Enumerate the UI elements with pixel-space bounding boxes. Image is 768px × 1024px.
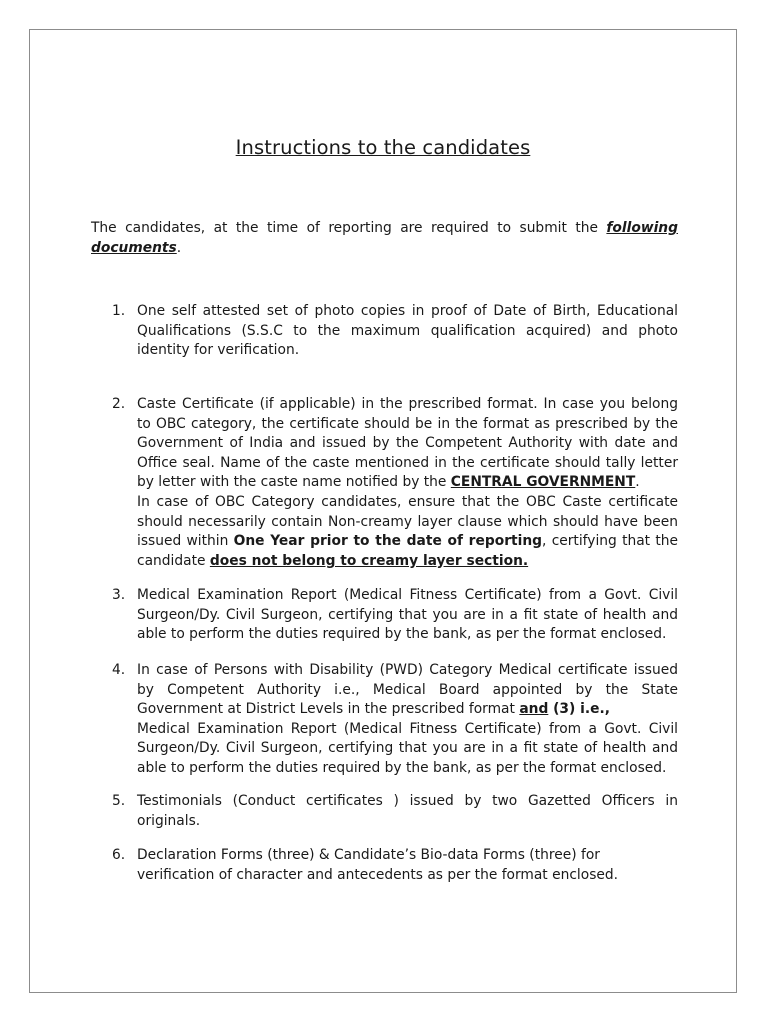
page-title: Instructions to the candidates: [235, 136, 531, 159]
item-number: 2.: [112, 396, 126, 412]
item-number: 3.: [112, 587, 126, 603]
central-government-text: CENTRAL GOVERNMENT: [450, 474, 636, 491]
item-paragraph-1: [137, 661, 678, 720]
list-item-5: [112, 792, 678, 831]
item-text: Testimonials (Conduct certificates ) issued by two Gazetted Officers in originals.: [137, 793, 678, 829]
item-body: [137, 846, 678, 885]
one-year-text: One Year prior to the date of reporting: [233, 533, 543, 550]
item-number: 5.: [112, 793, 126, 809]
item-number: 1.: [112, 303, 126, 319]
item-text: Medical Examination Report (Medical Fitness Certificate) from a Govt. Civil Surgeon/Dy. Civil Surgeon, certifying that you are in a fit state of health and able to perform the duties required by the bank, as per the format enclosed.: [137, 587, 678, 643]
item-body: [137, 661, 678, 779]
intro-paragraph: [91, 218, 678, 258]
item-body: [137, 395, 678, 571]
intro-text: The candidates, at the time of reporting are required to submit the: [91, 220, 607, 236]
ie-text: (3) i.e.,: [548, 701, 610, 718]
intro-emphasis: following documents: [91, 220, 678, 256]
list-item-2: [112, 395, 678, 571]
item-text: Caste Certificate (if applicable) in the prescribed format. In case you belong to OBC category, the certificate should be in the format as prescribed by the Government of India and issued by the Competent Authority with date and Office seal. Name of the caste mentioned in the certificate should tally letter by letter with the caste name notified by the: [137, 396, 678, 491]
list-item-4: [112, 661, 678, 779]
item-number: 6.: [112, 847, 126, 863]
item-text: In case of OBC Category candidates, ensure that the OBC Caste certificate should necessarily contain Non-creamy layer clause which should have been issued within: [137, 493, 678, 550]
item-text-mid: , certifying that the candidate: [137, 533, 678, 569]
document-page: [29, 29, 737, 993]
list-item-1: [112, 302, 678, 361]
list-item-6: [112, 846, 678, 885]
item-number: 4.: [112, 662, 126, 678]
intro-end: .: [176, 240, 182, 256]
item-line-2: verification of character and antecedents as per the format enclosed.: [137, 866, 619, 883]
item-text: One self attested set of photo copies in proof of Date of Birth, Educational Qualifications (S.S.C to the maximum qualification acquired) and photo identity for verification.: [137, 303, 678, 359]
item-text: In case of Persons with Disability (PWD) Category Medical certificate issued by Competent Authority i.e., Medical Board appointed by the State Government at District Levels in the prescribed format: [137, 662, 678, 718]
item-line-1: Declaration Forms (three) & Candidate’s Bio-data Forms (three) for: [137, 847, 600, 863]
creamy-layer-text: does not belong to creamy layer section.: [209, 552, 529, 569]
item-paragraph-1: [137, 395, 678, 493]
and-text: and: [519, 701, 549, 718]
item-paragraph-2: Medical Examination Report (Medical Fitness Certificate) from a Govt. Civil Surgeon/Dy. Civil Surgeon, certifying that you are in a fit state of health and able to perform the duties required by the bank, as per the format enclosed.: [137, 720, 678, 776]
item-paragraph-2: [137, 493, 678, 571]
list-item-3: [112, 586, 678, 645]
item-text-end: .: [635, 474, 640, 491]
